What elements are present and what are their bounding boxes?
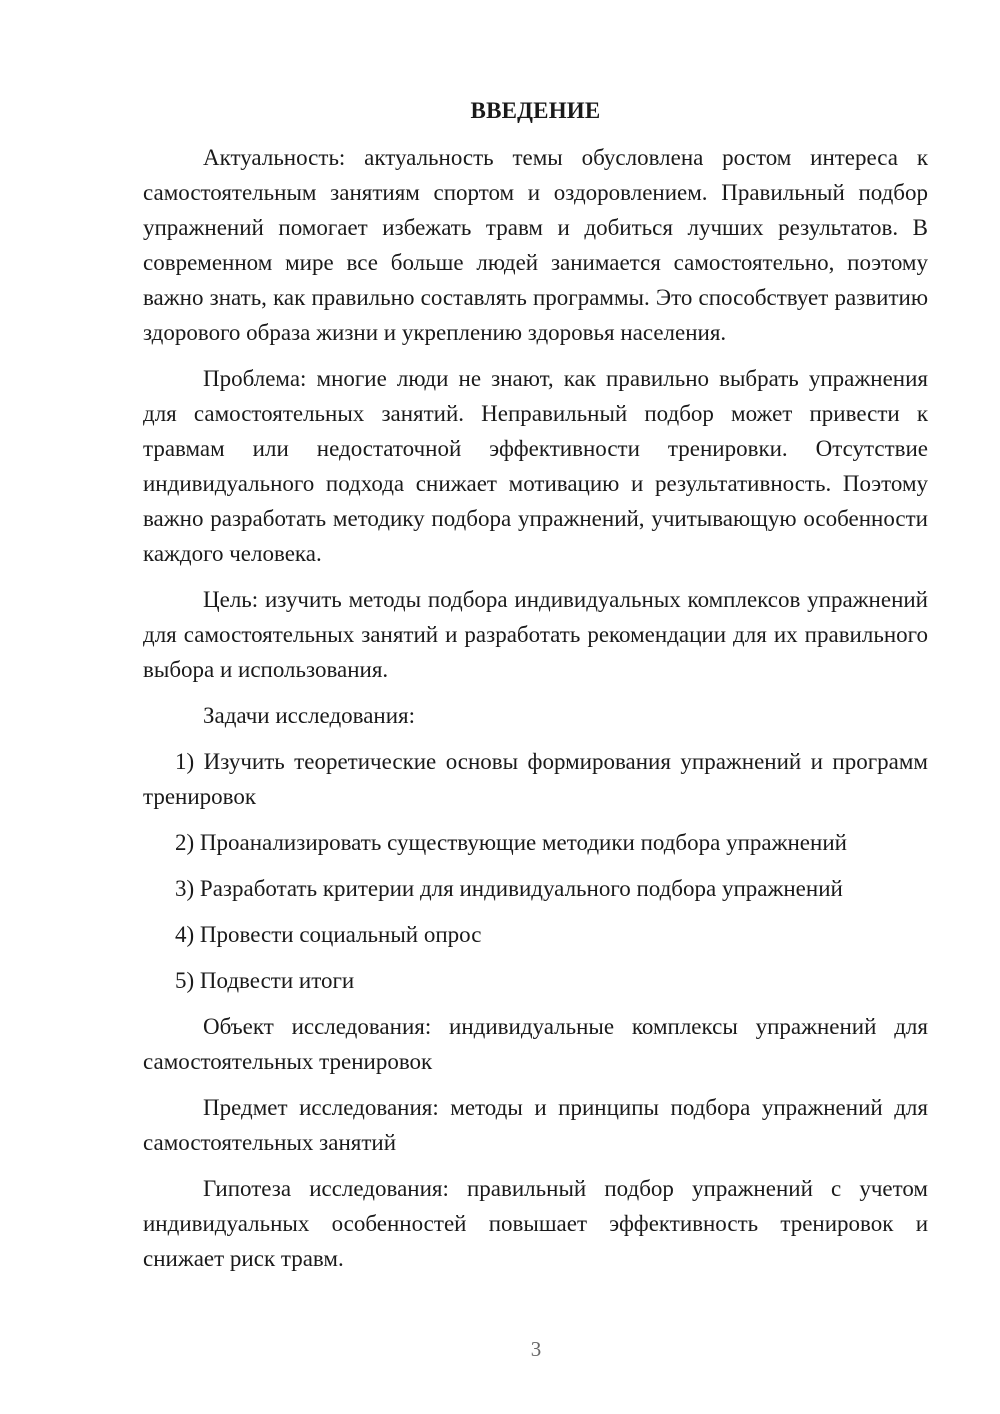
problem-paragraph: Проблема: многие люди не знают, как правильно выбрать упражнения для самостоятельных занятий. Неправильный подбор может привести к травмам или недостаточной эффективности тренировки. Отсутствие индивидуального подхода снижает мотивацию и результативность. Поэтому важно разработать методику подбора упражнений, учитывающую особенности каждого человека. [143, 366, 928, 566]
task-item-2: 2) Проанализировать существующие методики подбора упражнений [175, 830, 847, 855]
task-item-5: 5) Подвести итоги [175, 968, 355, 993]
task-item-3: 3) Разработать критерии для индивидуального подбора упражнений [175, 876, 843, 901]
relevance-paragraph: Актуальность: актуальность темы обусловлена ростом интереса к самостоятельным занятиям спортом и оздоровлением. Правильный подбор упражнений помогает избежать травм и добиться лучших результатов. В современном мире все больше людей занимается самостоятельно, поэтому важно знать, как правильно составлять программы. Это способствует развитию здорового образа жизни и укреплению здоровья населения. [143, 145, 928, 345]
goal-paragraph: Цель: изучить методы подбора индивидуальных комплексов упражнений для самостоятельных занятий и разработать рекомендации для их правильного выбора и использования. [143, 587, 928, 682]
page-number: 3 [530, 1337, 542, 1361]
subject-paragraph: Предмет исследования: методы и принципы подбора упражнений для самостоятельных занятий [143, 1095, 928, 1155]
tasks-heading: Задачи исследования: [203, 703, 416, 728]
task-item-4: 4) Провести социальный опрос [175, 922, 482, 947]
tasks-list [143, 744, 928, 998]
hypothesis-paragraph: Гипотеза исследования: правильный подбор упражнений с учетом индивидуальных особенностей повышает эффективность тренировок и снижает риск травм. [143, 1176, 928, 1271]
page-content [143, 93, 928, 1287]
object-paragraph: Объект исследования: индивидуальные комплексы упражнений для самостоятельных тренировок [143, 1014, 928, 1074]
page-title: ВВЕДЕНИЕ [470, 98, 601, 123]
task-item-1: 1) Изучить теоретические основы формирования упражнений и программ тренировок [143, 749, 928, 809]
